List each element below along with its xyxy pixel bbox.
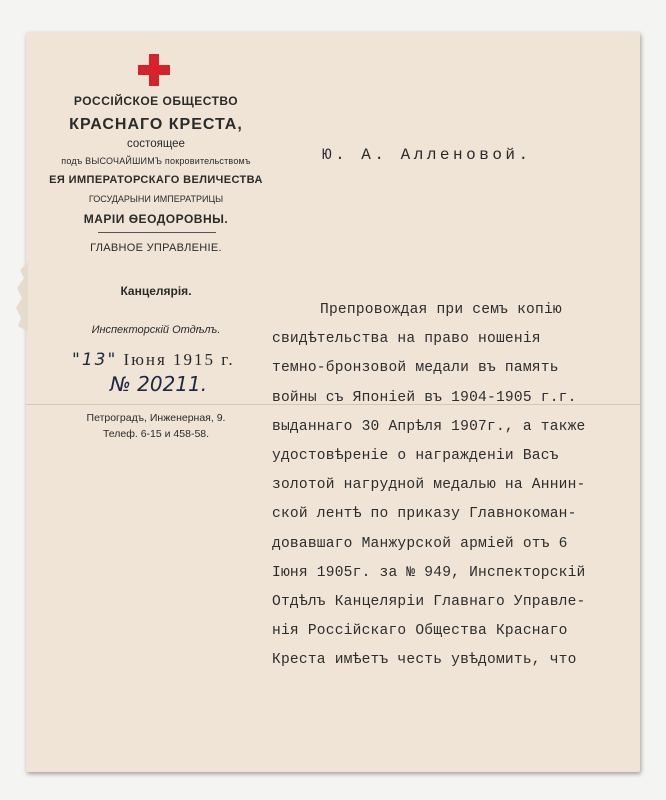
body-line: золотой нагрудной медалью на Аннин- <box>272 477 586 494</box>
document-sheet <box>26 32 640 772</box>
department-office: Канцелярія. <box>120 284 192 298</box>
body-line: Креста имѣетъ честь увѣдомить, что <box>272 652 577 669</box>
document-number: № 20211. <box>110 372 208 396</box>
org-name-line2: КРАСНАГО КРЕСТА, <box>69 116 243 133</box>
office-address: Петроградъ, Инженерная, 9. <box>86 412 226 424</box>
body-line: Препровождая при семъ копію <box>320 302 562 318</box>
patron-name: МАРІИ ѲЕОДОРОВНЫ. <box>83 212 229 226</box>
letter-body <box>272 296 628 676</box>
body-line: Іюня 1905г. за № 949, Инспекторскій <box>272 564 586 581</box>
body-line: свидѣтельства на право ношенія <box>272 331 541 348</box>
red-cross-icon <box>138 54 170 86</box>
body-line: довавшаго Манжурской арміей отъ 6 <box>272 535 568 552</box>
patronage-line2: подъ ВЫСОЧАЙШИМЪ покровительствомъ <box>61 156 251 166</box>
body-line: удостовѣреніе о награжденіи Васъ <box>272 448 559 465</box>
body-line: выданнаго 30 Апрѣля 1907г., а также <box>272 418 586 435</box>
department-section: Инспекторскій Отдѣлъ. <box>91 324 221 336</box>
patronage-line3: ЕЯ ИМПЕРАТОРСКАГО ВЕЛИЧЕСТВА <box>49 174 263 186</box>
org-name-line1: РОССІЙСКОЕ ОБЩЕСТВО <box>73 94 239 108</box>
letterhead-divider <box>98 232 216 233</box>
body-line: темно-бронзовой медали въ память <box>272 360 559 377</box>
patronage-line1: состоящее <box>127 138 185 150</box>
department-main: ГЛАВНОЕ УПРАВЛЕНІЕ. <box>90 242 222 254</box>
document-date <box>72 350 235 370</box>
patronage-line4: ГОСУДАРЫНИ ИМПЕРАТРИЦЫ <box>88 194 224 204</box>
date-month-year: Іюня 1915 г. <box>123 350 235 369</box>
body-line: Отдѣлъ Канцеляріи Главнаго Управле- <box>272 594 586 611</box>
torn-edge <box>14 262 28 332</box>
office-phone: Телеф. 6-15 и 458-58. <box>102 428 210 440</box>
body-line: ской лентѣ по приказу Главнокоман- <box>272 506 577 523</box>
body-line: нія Россійскаго Общества Краснаго <box>272 623 568 640</box>
addressee: Ю. А. Алленовой. <box>322 146 532 164</box>
date-day: "13" <box>72 350 118 370</box>
body-line: войны съ Японіей въ 1904-1905 г.г. <box>272 389 577 406</box>
